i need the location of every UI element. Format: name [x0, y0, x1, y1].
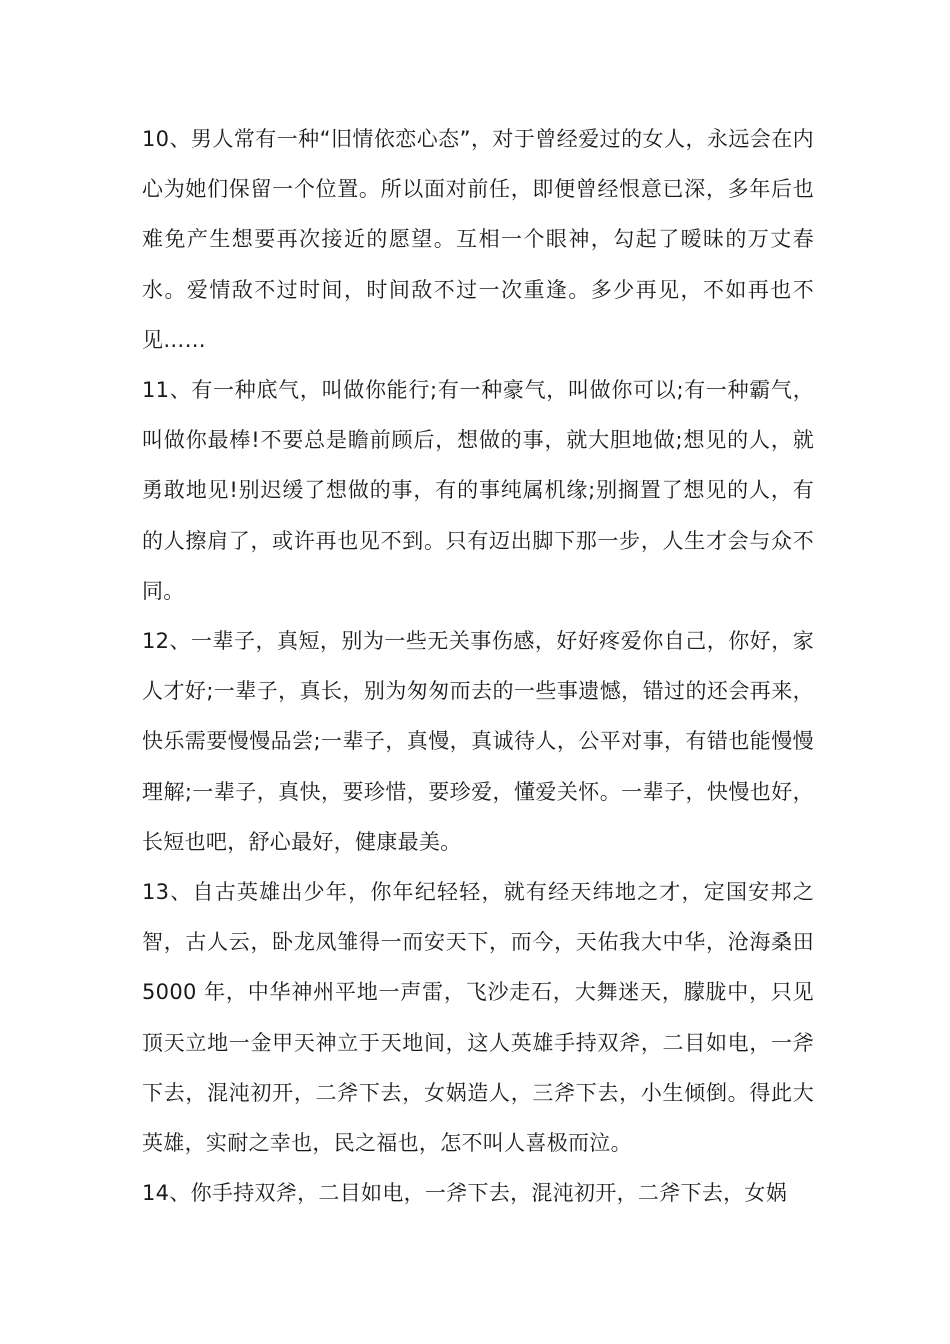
- paragraph-11: 11、有一种底气，叫做你能行;有一种豪气，叫做你可以;有一种霸气，叫做你最棒!不要总是瞻前顾后，想做的事，就大胆地做;想见的人，就勇敢地见!别迟缓了想做的事，有的事纯属机缘;别搁置了想见的人，有的人擦肩了，或许再也见不到。只有迈出脚下那一步，人生才会与众不同。: [142, 378, 814, 603]
- paragraph-13: 13、自古英雄出少年，你年纪轻轻，就有经天纬地之才，定国安邦之智，古人云，卧龙凤雏得一而安天下，而今，天佑我大中华，沧海桑田 5000 年，中华神州平地一声雷，飞沙走石，大舞迷天，朦胧中，只见顶天立地一金甲天神立于天地间，这人英雄手持双斧，二目如电，一斧下去，混沌初开，二斧下去，女娲造人，三斧下去，小生倾倒。得此大英雄，实耐之幸也，民之福也，怎不叫人喜极而泣。: [142, 880, 814, 1156]
- document-body: [142, 114, 814, 1218]
- paragraph-14: 14、你手持双斧，二目如电，一斧下去，混沌初开，二斧下去，女娲: [142, 1181, 788, 1206]
- paragraph-12: 12、一辈子，真短，别为一些无关事伤感，好好疼爱你自己，你好，家人才好;一辈子，真长，别为匆匆而去的一些事遗憾，错过的还会再来，快乐需要慢慢品尝;一辈子，真慢，真诚待人，公平对事，有错也能慢慢理解;一辈子，真快，要珍惜，要珍爱，懂爱关怀。一辈子，快慢也好，长短也吧，舒心最好，健康最美。: [142, 629, 814, 854]
- paragraph-10: 10、男人常有一种“旧情依恋心态”，对于曾经爱过的女人，永远会在内心为她们保留一个位置。所以面对前任，即便曾经恨意已深，多年后也难免产生想要再次接近的愿望。互相一个眼神，勾起了暧昧的万丈春水。爱情敌不过时间，时间敌不过一次重逢。多少再见，不如再也不见……: [142, 127, 814, 352]
